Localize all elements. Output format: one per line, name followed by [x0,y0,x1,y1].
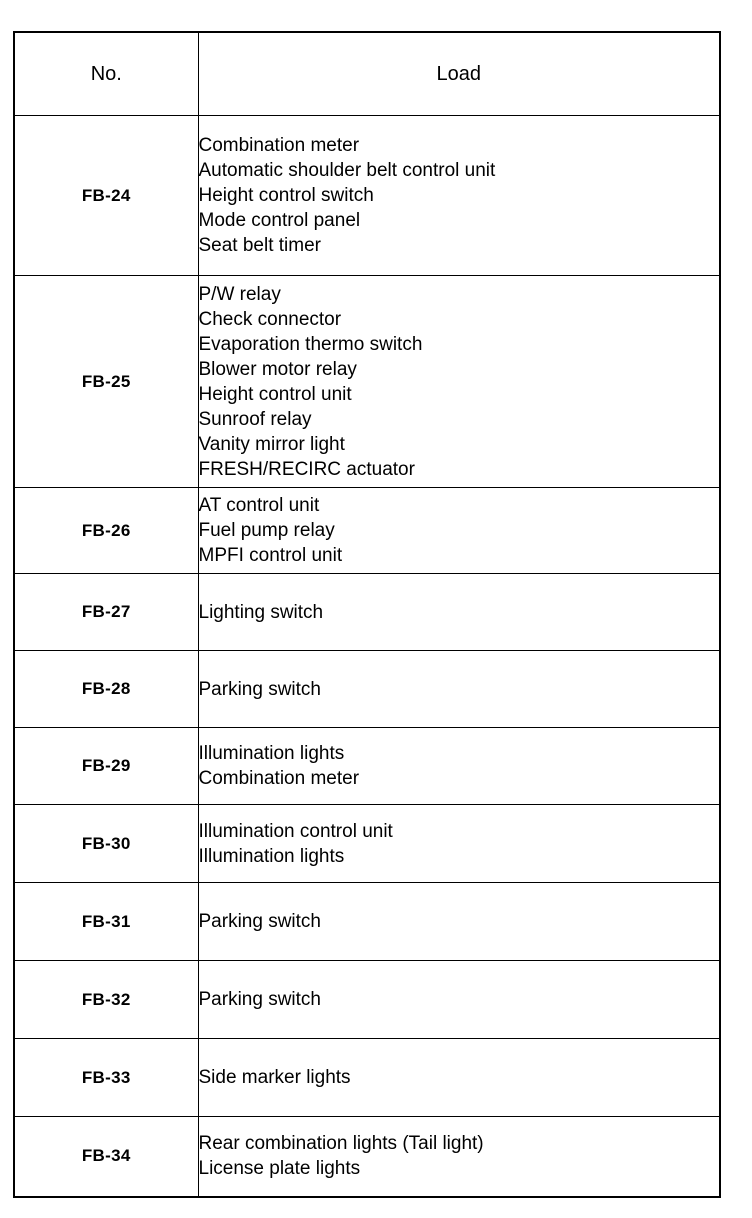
load-item: Seat belt timer [198,235,321,256]
load-cell [198,276,720,488]
load-item: P/W relay [198,283,281,305]
table-row [14,488,720,574]
load-item: Automatic shoulder belt control unit [198,160,496,181]
load-cell [198,574,720,651]
table-row [14,276,720,488]
table-row [14,728,720,805]
load-item: Height control switch [198,185,374,206]
load-item: Combination meter [198,768,360,789]
load-cell [198,805,720,883]
table-row [14,574,720,651]
table-row [14,1117,720,1197]
fuse-number-cell: FB-34 [14,1117,198,1197]
load-cell [198,883,720,961]
load-item: FRESH/RECIRC actuator [198,458,415,480]
load-cell [198,961,720,1039]
load-item: Blower motor relay [198,358,357,380]
load-item: Illumination control unit [198,820,393,842]
header-load: Load [198,32,720,116]
fuse-number-cell: FB-30 [14,805,198,883]
load-item: Mode control panel [198,210,361,231]
fuse-number-cell: FB-29 [14,728,198,805]
load-item: Combination meter [198,135,360,156]
table-row [14,883,720,961]
load-item: License plate lights [198,1158,361,1180]
fuse-number-cell: FB-24 [14,116,198,276]
load-item: Parking switch [198,911,321,932]
load-item: Illumination lights [198,845,345,867]
table-row [14,1039,720,1117]
table-row [14,961,720,1039]
load-item: AT control unit [198,495,320,516]
fuse-number-cell: FB-25 [14,276,198,488]
load-item: Lighting switch [198,601,324,623]
load-item: Parking switch [198,678,321,700]
load-item: MPFI control unit [198,545,343,566]
fuse-number-cell: FB-27 [14,574,198,651]
fuse-number-cell: FB-26 [14,488,198,574]
load-item: Parking switch [198,989,321,1010]
load-cell [198,651,720,728]
table-row [14,805,720,883]
load-item: Illumination lights [198,743,345,764]
fuse-number-cell: FB-31 [14,883,198,961]
load-cell [198,116,720,276]
fuse-load-table [13,31,721,1198]
table-row [14,651,720,728]
load-item: Evaporation thermo switch [198,333,423,355]
fuse-number-cell: FB-33 [14,1039,198,1117]
fuse-number-cell: FB-32 [14,961,198,1039]
load-item: Height control unit [198,383,352,405]
load-item: Rear combination lights (Tail light) [198,1133,484,1155]
load-cell [198,1117,720,1197]
table-body [14,116,720,1197]
load-item: Check connector [198,308,342,330]
load-cell [198,1039,720,1117]
load-item: Fuel pump relay [198,520,335,541]
load-item: Side marker lights [198,1067,351,1088]
load-item: Vanity mirror light [198,433,345,455]
table-row [14,116,720,276]
header-no: No. [14,32,198,116]
header-row [14,32,720,116]
load-item: Sunroof relay [198,408,312,430]
load-cell [198,488,720,574]
load-cell [198,728,720,805]
fuse-number-cell: FB-28 [14,651,198,728]
